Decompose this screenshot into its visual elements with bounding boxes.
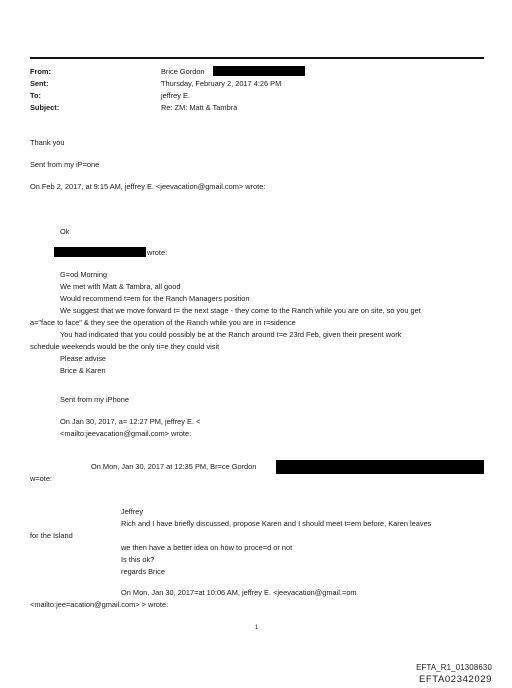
quote-header: w=ote: [30, 474, 52, 483]
paragraph-line: Is this ok? [121, 555, 155, 564]
greeting: G=od Morning [60, 270, 108, 279]
redaction-bar [213, 66, 305, 76]
paragraph-line: we then have a better idea on how to proce=d or not [121, 543, 293, 552]
quote-header: On Feb 2, 2017, at 9:15 AM, jeffrey E. <jeevacation@gmail.com> wrote: [30, 182, 266, 191]
paragraph-line: a="face to face" & they see the operation of the Ranch while you are in r=sidence [30, 318, 296, 327]
sent-from-line: Sent from my iPhone [60, 395, 130, 404]
bates-number: EFTA_R1_01308630 [416, 663, 492, 672]
signature: regards Brice [121, 567, 165, 576]
page-number: 1 [255, 625, 259, 631]
paragraph-line: You had indicated that you could possibly be at the Ranch around t=e 23rd Feb, given their present work [60, 330, 402, 339]
paragraph-line: Please advise [60, 354, 107, 363]
thank-you: Thank you [30, 138, 65, 147]
to-label: To: [30, 91, 41, 100]
paragraph-line: We met with Matt & Tambra, all good [60, 282, 181, 291]
subject-label: Subject: [30, 103, 60, 112]
quote-header: On Mon, Jan 30, 2017 at 12:35 PM, Br=ce Gordon [91, 462, 257, 471]
paragraph-line: schedule weekends would be the only ti=e they could visit [30, 342, 220, 351]
sent-label: Sent: [30, 79, 49, 88]
to-value: jeffrey E. [161, 91, 191, 100]
redaction-bar [54, 247, 146, 257]
quote-header: <mailto:jeevacation@gmail.com> wrote: [60, 429, 192, 438]
reply-ok: Ok [60, 227, 70, 236]
sent-from-line: Sent from my iP=one [30, 160, 100, 169]
subject-value: Re: ZM: Matt & Tambra [161, 103, 238, 112]
salutation: Jeffrey [121, 507, 144, 516]
redaction-bar [276, 460, 484, 474]
paragraph-line: Rich and I have briefly discussed, propose Karen and I should meet t=em before, Karen leaves [121, 519, 432, 528]
bates-number: EFTA02342029 [418, 674, 492, 685]
quote-header: On Jan 30, 2017, a= 12:27 PM, jeffrey E. < [60, 417, 201, 426]
paragraph-line: for the Island [30, 531, 73, 540]
wrote-suffix: wrote: [147, 248, 168, 257]
quote-header: On Mon, Jan 30, 2017=at 10:06 AM, jeffrey E. <jeevacation@gmail.=om [121, 588, 357, 597]
sent-value: Thursday, February 2, 2017 4:26 PM [161, 79, 282, 88]
quote-header: <mailto:jee=acation@gmail.com> > wrote: [30, 600, 169, 609]
from-value: Brice Gordon [161, 67, 205, 76]
signature: Brice & Karen [60, 366, 106, 375]
paragraph-line: We suggest that we move forward t= the next stage - they come to the Ranch while you are on site, so you get [60, 306, 421, 315]
paragraph-line: Would recommend t=em for the Ranch Managers position [60, 294, 250, 303]
header-rule [30, 57, 484, 59]
from-label: From: [30, 67, 51, 76]
